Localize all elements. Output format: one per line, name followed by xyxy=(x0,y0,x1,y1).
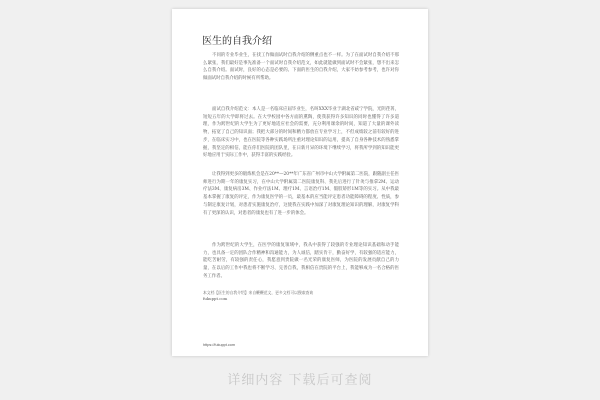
footnote-text: 本文档【医生的自我介绍】来自鞭鞭范文，更多文档可以搜索查询 xyxy=(203,290,314,295)
document-title: 医生的自我介绍 xyxy=(202,36,272,47)
paragraph-closing: 作为跨世纪的大学生，在医学的康复领域中，我从中获得了较强的专业理论知识基础和动手能力，也具备一定的团队合作精神和沟通能力，为人诚信，踏实肯干，勤奋好学，有较强的适应能力，能吃苦耐劳，有较强的责任心，我愿意到贵院做一名光荣的康复医师，为医院的发展贡献自己的力量，在以后的工作中我也将不断学习、完善自我，我相信在贵院的平台上，我能够成为一名合格的医务工作者。 xyxy=(203,243,399,279)
footnote-link[interactable]: fukuppt.com xyxy=(203,296,228,301)
paragraph-self-intro: 面试自我介绍范文：本人是一名临床应届毕业生，名叫XXX毕业于湖北省咸宁学院，光阴荏苒，短短五年的大学即将过去。在大学校园中各方面的熏陶，使我获得许多知识的同时也懂得了许多道理，作为跨世纪的大学生为了更好地适应社会的需要，充分利用课余的时间，知道了大量的课外读物，拓宽了自己的知识面；我把大部分的时间和精力都放在专业学习上，不但成绩较之前有较好的进步，在临床实习中，也在医院等各种实践场所注重对理论知识的运用，提高了自身各种技术的熟悉掌握，我坚定的相信，能在你们医院的团队里，在日新月异的环境下继续学习，将我所学到的知识能更好地应用于实际工作中，获得丰富的实践经验。 xyxy=(203,107,399,159)
bottom-bar xyxy=(0,357,600,400)
paragraph-internship: 让我得到更多的锻炼机会是在20**—20**年广东省广州市中山大学附属第二医院，跟随副主任医师进行为期一年的康复实习，在中山大学附属第二医院康复科、我先后进行了针灸与推拿2M、运动疗法3M、康复病房3M、作业疗法1M、理疗1M、言语治疗1M、假肢矫形1M等的实习。从中我最基本掌握了康复的评定，作为康复医学的一员，最基本的应当能评定患者功能障碍的程度、性质，参与制定康复计划，对患者实施康复治疗，这使我在实践中加深了对康复理论知识的理解，对康复学科有了更深的认识，对患者的康复也有了进一步的体会。 xyxy=(203,172,399,216)
download-hint-link[interactable]: 详细内容 下载后可查阅 xyxy=(227,373,373,388)
page-footer-url[interactable]: https://fukuppt.com xyxy=(203,343,236,347)
document-page xyxy=(172,9,428,356)
document-footnote xyxy=(203,290,399,302)
paragraph-intro: 不同的专业毕业生，在找工作做面试时自我介绍的侧重点也不一样。为了在面试时自我介绍不那么紧张，我们最好是事先准备一个面试时自我介绍范文，如此就能做到面试时不会紧张，想不出来怎么自我介绍。面试时，良好的心态是必要的。下面的医生的自我介绍，大家不妨参考参考，也许对你做面试时自我介绍的时候有所帮助。 xyxy=(203,53,399,82)
